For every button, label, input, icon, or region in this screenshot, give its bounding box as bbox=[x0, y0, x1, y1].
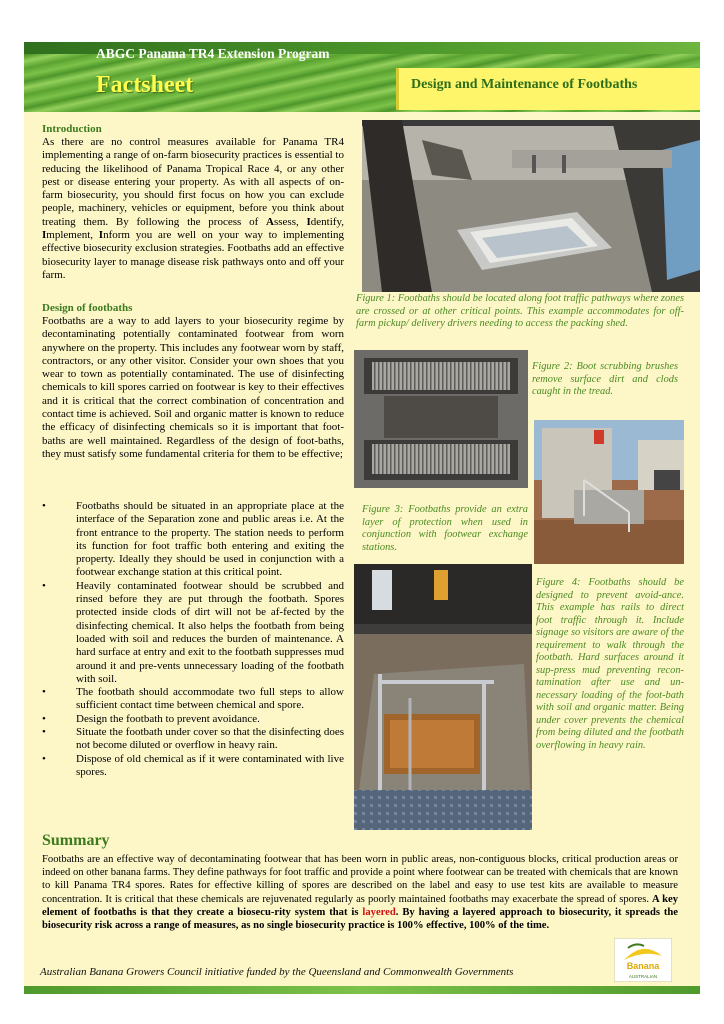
program-name: ABGC Panama TR4 Extension Program bbox=[96, 46, 330, 61]
criteria-list bbox=[42, 500, 344, 779]
figure-3-caption: Figure 3: Footbaths provide an extra layer of protection when used in conjunction with footwear exchange stations. bbox=[362, 504, 528, 553]
factsheet-label: Factsheet bbox=[96, 72, 194, 98]
title-box bbox=[396, 68, 700, 110]
intro-heading: Introduction bbox=[42, 123, 102, 135]
footer-bar bbox=[24, 986, 700, 994]
figure-1-photo bbox=[362, 120, 700, 292]
figure-2-photo bbox=[354, 350, 528, 488]
summary-heading: Summary bbox=[42, 832, 110, 849]
header-banner bbox=[24, 42, 700, 112]
factsheet-page bbox=[24, 42, 700, 994]
logo-word: Banana bbox=[626, 961, 660, 971]
design-paragraph: Footbaths are a way to add layers to your biosecurity regime by decontaminating potentially contaminated footwear from worn anywhere on the property. This includes any footwear worn by staff, contractors, or any other visitor. Consider your own shoes that you wear to town as potentially contaminated. The use of disinfecting chemicals to kill spores carried on footwear is key to their effectives and it is critical that the correct combination of concentration and contact time is achieved. Soil and organic matter is known to reduce the efficacy of disinfecting chemicals so it is important that foot-baths are well maintained. Regardless of the design of foot-baths, they must satisfy some fundamental criteria for them to be effective; bbox=[42, 315, 344, 460]
list-item: • Footbaths should be situated in an appropriate place at the interface of the Separation zone and public areas i.e. At the front entrance to the property. The station needs to perform its function for foot traffic both entering and exiting the property. Ideally they should be used in conjunction with a footwear exchange station at this critical point. bbox=[42, 500, 344, 579]
layered-emphasis: layered bbox=[362, 906, 396, 918]
figure-4-photo bbox=[354, 564, 532, 830]
figure-3-photo bbox=[534, 420, 684, 564]
figure-2-caption: Figure 2: Boot scrubbing brushes remove surface dirt and clods caught in the tread. bbox=[532, 361, 678, 397]
list-item: • Situate the footbath under cover so that the disinfecting does not become diluted or overflow in heavy rain. bbox=[42, 726, 344, 752]
design-heading: Design of footbaths bbox=[42, 302, 133, 314]
summary-paragraph: Footbaths are an effective way of decontaminating footwear that has been worn in public areas, non-contiguous blocks, critical production areas or indeed on other banana farms. They define pathways for foot traffic and provide a point where footwear can be treated with chemicals that are known to kill Panama TR4 spores. Rates for effective killing of spores are described on the label and easy to use test kits are available to measure concentration. It is critical that these chemicals are rejuvenated regularly as poorly maintained footbaths may exacerbate the spread of spores. A key element of footbaths is that they create a biosecu-rity system that is layered. By having a layered approach to biosecurity, it spreads the biosecurity risk across a range of measures, as no single biosecurity practice is 100% effective, 100% of the time. bbox=[42, 854, 678, 932]
list-item: • Dispose of old chemical as if it were contaminated with live spores. bbox=[42, 752, 344, 778]
intro-paragraph: As there are no control measures available for Panama TR4 implementing a range of on-farm biosecurity practices is essential to reducing the likelihood of Panama Tropical Race 4, or any other pest or disease entering your property. As with all aspects of on-farm biosecurity, you should first focus on how you can exclude people, machinery, vehicles or equipment, before you think about treating them. By following the process of Assess, Identify, Implement, Inform you are well on your way to implementing effective biosecurity exclusion strategies. Footbaths add an effective biosecurity layer to manage disease risk pathways onto and off your farm. bbox=[42, 136, 344, 281]
page-title: Design and Maintenance of Footbaths bbox=[411, 77, 638, 92]
figure-4-caption: Figure 4: Footbaths should be designed to prevent avoid-ance. This example has rails to direct foot traffic through it. Include signage so visitors are aware of the requirement to walk through the footbath. Hard surfaces around it sup-press mud preventing recon-tamination after use and un-necessary loading of the foot-bath with soil and organic matter. Being under cover prevents the chemical from being diluted and the footbath overflowing in heavy rain. bbox=[536, 577, 684, 751]
logo-top-word: AUSTRALIAN bbox=[628, 974, 658, 979]
abgc-logo bbox=[614, 938, 672, 982]
figure-1-caption: Figure 1: Footbaths should be located along foot traffic pathways where zones are crossed or at other critical points. This example accommodates for off-farm pickup/ delivery drivers needing to access the packing shed. bbox=[356, 293, 684, 329]
list-item: • Heavily contaminated footwear should be scrubbed and rinsed before they are put through the footbath. Spores protected inside clods of dirt will not be af-fected by the disinfecting chemical. It also helps the footbath from being loaded with soil and reduces the burden of maintenance. A hard surface at entry and exit to the footbath suppresses mud around it and pre-vents unnecessary loading of the footbath with soil. bbox=[42, 579, 344, 685]
list-item: • The footbath should accommodate two full steps to allow sufficient contact time between chemical and spore. bbox=[42, 686, 344, 712]
list-item: • Design the footbath to prevent avoidance. bbox=[42, 712, 260, 725]
funding-footer: Australian Banana Growers Council initiative funded by the Queensland and Commonwealth Governments bbox=[40, 966, 514, 978]
